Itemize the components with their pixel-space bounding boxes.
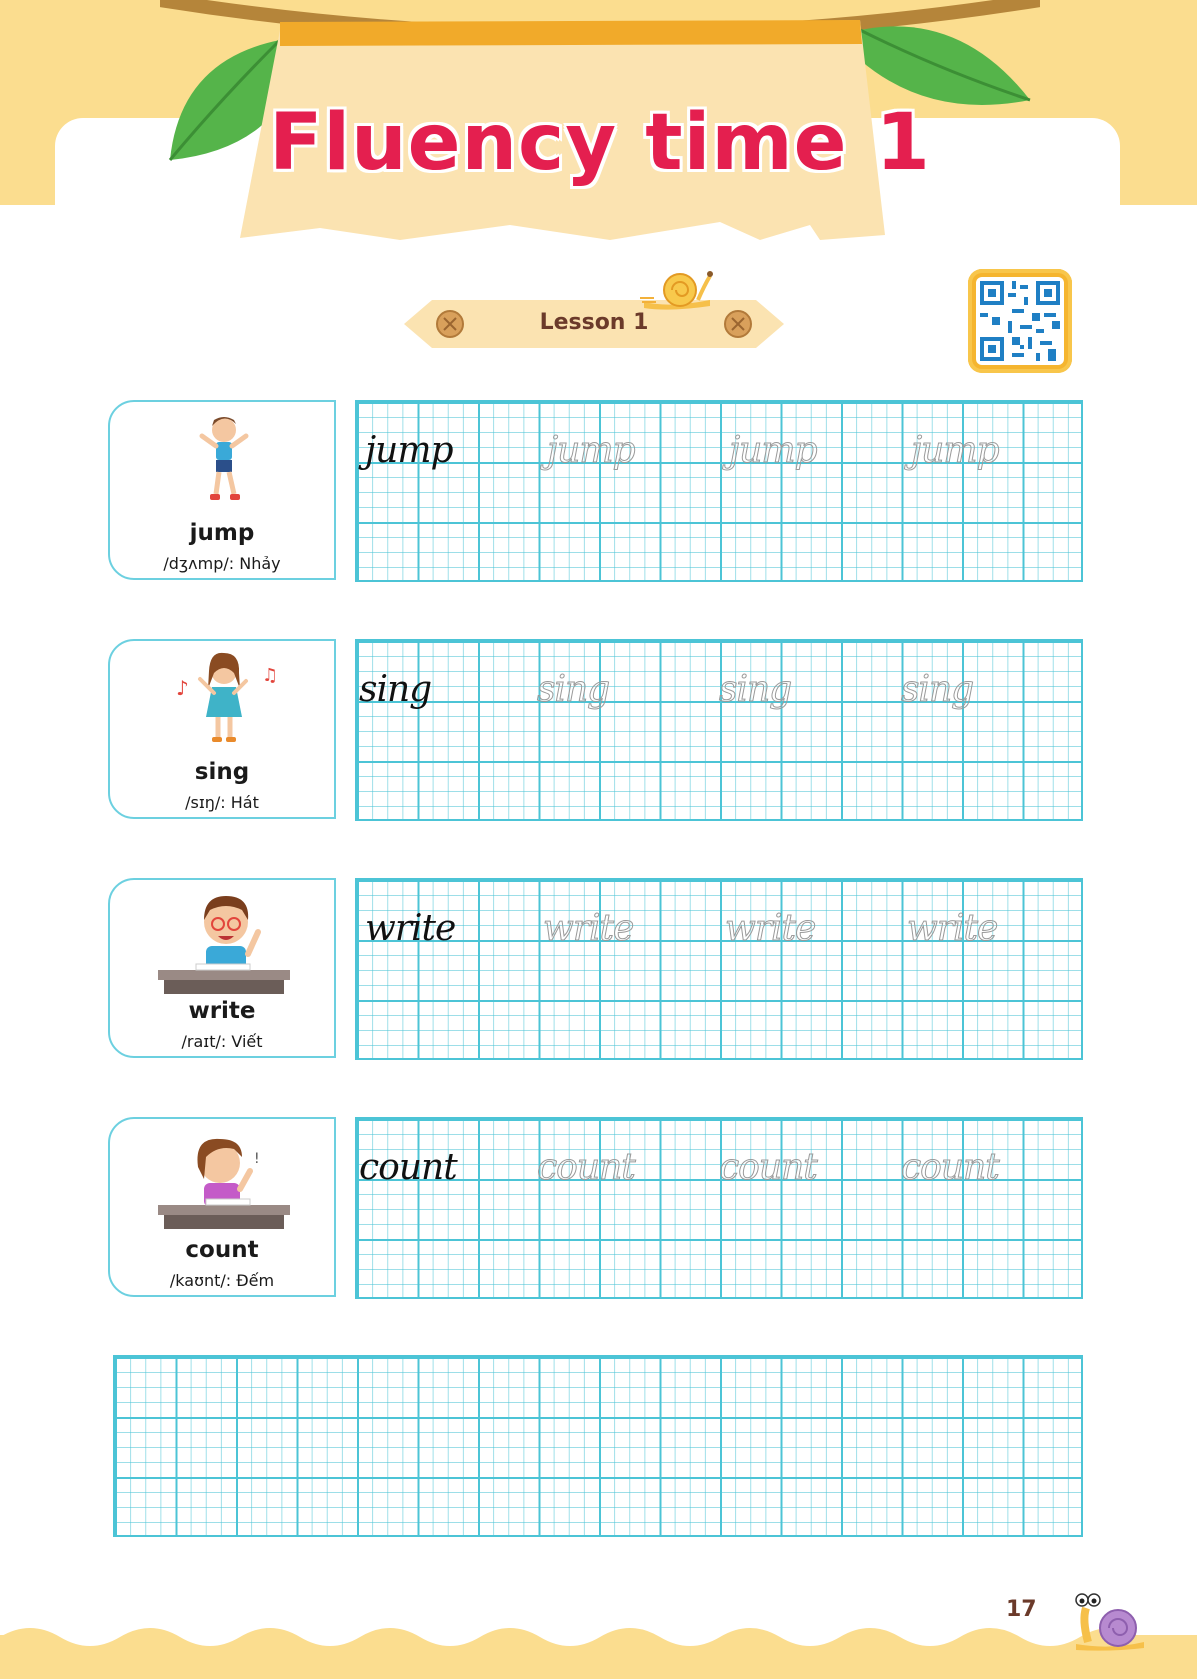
counting-girl-icon [154, 1127, 294, 1235]
writing-boy-icon [154, 888, 294, 996]
qr-code-icon[interactable] [968, 269, 1072, 373]
page-number: 17 [1006, 1597, 1037, 1622]
trace-word: jump [547, 430, 635, 471]
word-label: sing [194, 759, 250, 785]
word-phonetic: /kaʊnt/: Đếm [169, 1271, 275, 1290]
word-label: count [185, 1237, 259, 1263]
word-phonetic: /sɪŋ/: Hát [185, 793, 259, 812]
snail-icon [1070, 1590, 1150, 1652]
trace-word: sing [719, 669, 792, 710]
model-word: write [365, 908, 456, 949]
word-phonetic: /raɪt/: Viết [181, 1032, 263, 1051]
word-card-write [108, 878, 336, 1058]
svg-text:!: ! [254, 1151, 260, 1167]
trace-word: jump [729, 430, 817, 471]
trace-word: count [719, 1147, 817, 1188]
handwriting-grid[interactable] [355, 878, 1083, 1060]
handwriting-grid[interactable] [355, 400, 1083, 582]
word-card-count [108, 1117, 336, 1297]
trace-word: sing [901, 669, 974, 710]
snail-icon [640, 268, 718, 310]
leaf-icon [860, 26, 1030, 105]
model-word: count [359, 1147, 457, 1188]
model-word: sing [359, 669, 432, 710]
model-word: jump [365, 430, 453, 471]
word-card-jump [108, 400, 336, 580]
bottom-wave [0, 1619, 1197, 1679]
handwriting-grid[interactable] [355, 639, 1083, 821]
word-card-sing [108, 639, 336, 819]
trace-word: sing [537, 669, 610, 710]
trace-word: count [901, 1147, 999, 1188]
trace-word: write [725, 908, 816, 949]
free-practice-grid[interactable] [113, 1355, 1083, 1537]
svg-text:♪: ♪ [176, 676, 189, 700]
svg-text:♫: ♫ [262, 665, 279, 686]
lesson-label: Lesson 1 [539, 310, 649, 335]
jumping-boy-icon [154, 410, 294, 518]
trace-word: count [537, 1147, 635, 1188]
handwriting-grid[interactable] [355, 1117, 1083, 1299]
trace-word: jump [911, 430, 999, 471]
singing-girl-icon [154, 649, 294, 757]
word-phonetic: /dʒʌmp/: Nhảy [163, 554, 281, 573]
word-label: jump [189, 520, 255, 546]
trace-word: write [907, 908, 998, 949]
word-label: write [188, 998, 256, 1024]
page-title: Fluency time 1 [269, 98, 931, 188]
trace-word: write [543, 908, 634, 949]
